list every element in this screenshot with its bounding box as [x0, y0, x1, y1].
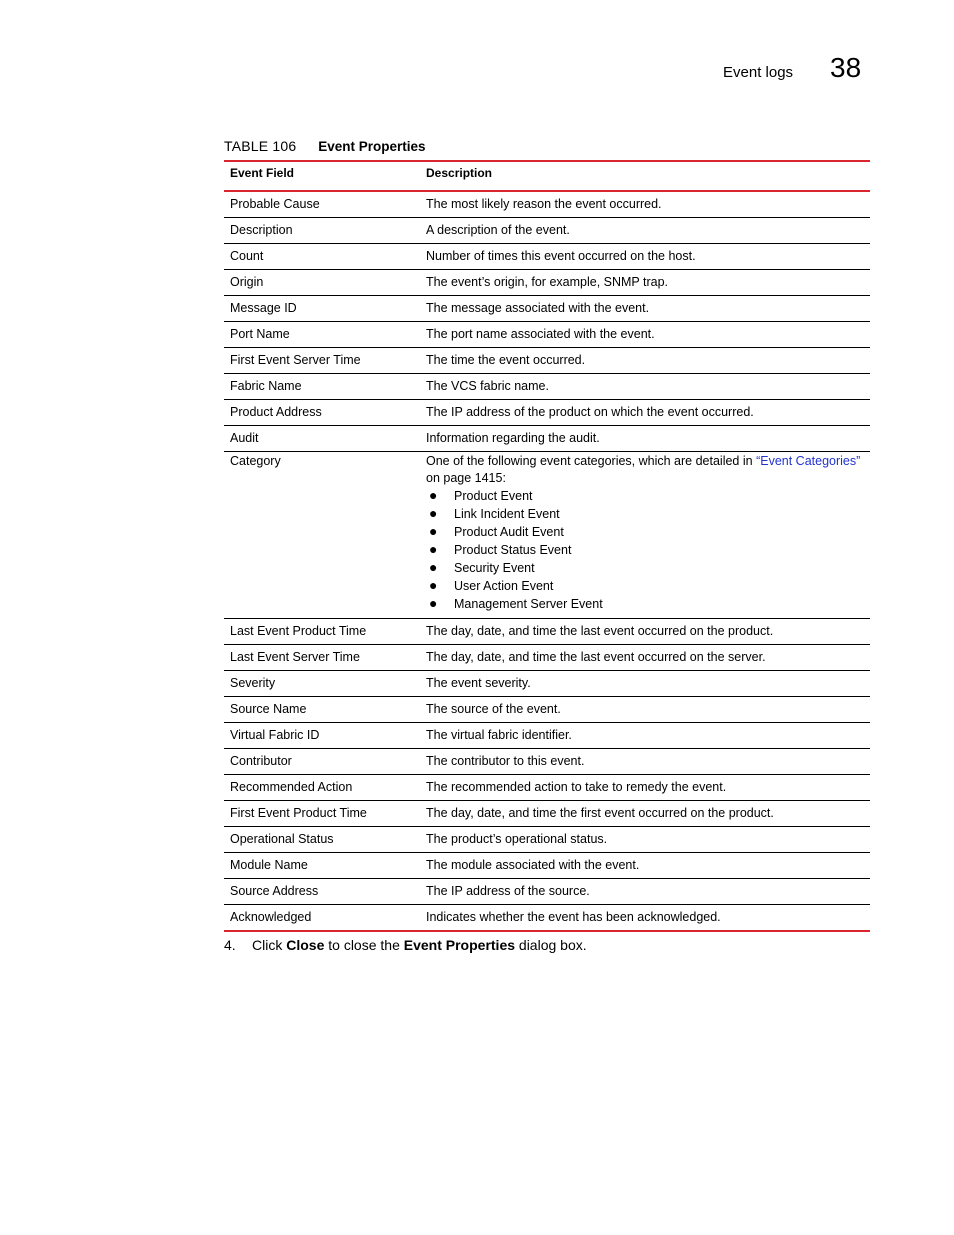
table-row	[224, 853, 870, 879]
description-cell: The event’s origin, for example, SNMP trap.	[420, 270, 870, 296]
event-field-cell: Last Event Product Time	[224, 619, 420, 645]
description-cell: Indicates whether the event has been acknowledged.	[420, 905, 870, 932]
table-row	[224, 270, 870, 296]
description-cell: The product’s operational status.	[420, 827, 870, 853]
event-field-cell: Product Address	[224, 400, 420, 426]
list-item	[426, 505, 864, 523]
event-field-cell: Module Name	[224, 853, 420, 879]
list-item	[426, 541, 864, 559]
table-row	[224, 619, 870, 645]
description-cell: The virtual fabric identifier.	[420, 723, 870, 749]
table-row	[224, 426, 870, 452]
bullet-icon: ●	[429, 559, 438, 575]
bullet-icon: ●	[429, 577, 438, 593]
event-field-cell: Description	[224, 218, 420, 244]
table-row	[224, 905, 870, 932]
list-item	[426, 487, 864, 505]
table-title: Event Properties	[318, 139, 426, 154]
description-cell: The event severity.	[420, 671, 870, 697]
description-cell: The IP address of the source.	[420, 879, 870, 905]
list-item	[426, 577, 864, 595]
list-item	[426, 595, 864, 613]
table-row	[224, 322, 870, 348]
list-item-label: Product Status Event	[454, 543, 572, 557]
event-field-cell: Port Name	[224, 322, 420, 348]
column-header-description: Description	[420, 161, 870, 191]
event-field-cell: Contributor	[224, 749, 420, 775]
step-text: to close the	[324, 937, 404, 953]
step-text: dialog box.	[515, 937, 587, 953]
description-cell: The source of the event.	[420, 697, 870, 723]
bullet-icon: ●	[429, 487, 438, 503]
list-item-label: Security Event	[454, 561, 535, 575]
event-field-cell: Probable Cause	[224, 191, 420, 218]
bullet-icon: ●	[429, 595, 438, 611]
description-cell: The module associated with the event.	[420, 853, 870, 879]
step-number: 4.	[224, 937, 236, 953]
chapter-number: 38	[830, 52, 862, 83]
table-row-category	[224, 452, 870, 619]
table-row	[224, 775, 870, 801]
description-cell: The day, date, and time the last event occurred on the product.	[420, 619, 870, 645]
instruction-step	[224, 937, 587, 953]
event-field-cell: Category	[224, 452, 420, 619]
description-cell: The day, date, and time the first event occurred on the product.	[420, 801, 870, 827]
event-field-cell: Last Event Server Time	[224, 645, 420, 671]
table-row	[224, 400, 870, 426]
description-cell: The day, date, and time the last event occurred on the server.	[420, 645, 870, 671]
event-field-cell: Count	[224, 244, 420, 270]
description-cell: The contributor to this event.	[420, 749, 870, 775]
table-row	[224, 296, 870, 322]
event-properties-table	[224, 160, 870, 932]
event-field-cell: First Event Product Time	[224, 801, 420, 827]
table-row	[224, 697, 870, 723]
list-item-label: Product Event	[454, 489, 533, 503]
event-field-cell: Operational Status	[224, 827, 420, 853]
dialog-name-reference: Event Properties	[403, 937, 516, 953]
bullet-icon: ●	[429, 523, 438, 539]
table-row	[224, 218, 870, 244]
event-field-cell: Source Address	[224, 879, 420, 905]
description-cell: Information regarding the audit.	[420, 426, 870, 452]
description-cell	[420, 452, 870, 619]
table-row	[224, 645, 870, 671]
table-row	[224, 827, 870, 853]
description-cell: The recommended action to take to remedy the event.	[420, 775, 870, 801]
description-cell: Number of times this event occurred on the host.	[420, 244, 870, 270]
table-row	[224, 348, 870, 374]
table-row	[224, 671, 870, 697]
close-button-reference: Close	[286, 937, 325, 953]
bullet-icon: ●	[429, 541, 438, 557]
description-cell: The port name associated with the event.	[420, 322, 870, 348]
category-intro-text: One of the following event categories, which are detailed in	[426, 454, 757, 468]
event-field-cell: Source Name	[224, 697, 420, 723]
category-list	[426, 487, 864, 613]
description-cell: The VCS fabric name.	[420, 374, 870, 400]
list-item	[426, 559, 864, 577]
event-field-cell: Acknowledged	[224, 905, 420, 932]
description-cell: The IP address of the product on which the event occurred.	[420, 400, 870, 426]
event-field-cell: First Event Server Time	[224, 348, 420, 374]
bullet-icon: ●	[429, 505, 438, 521]
event-field-cell: Message ID	[224, 296, 420, 322]
description-cell: The message associated with the event.	[420, 296, 870, 322]
event-field-cell: Virtual Fabric ID	[224, 723, 420, 749]
event-field-cell: Recommended Action	[224, 775, 420, 801]
table-row	[224, 723, 870, 749]
table-row	[224, 374, 870, 400]
list-item	[426, 523, 864, 541]
table-row	[224, 879, 870, 905]
event-field-cell: Audit	[224, 426, 420, 452]
list-item-label: Product Audit Event	[454, 525, 564, 539]
table-row	[224, 244, 870, 270]
event-field-cell: Fabric Name	[224, 374, 420, 400]
event-field-cell: Severity	[224, 671, 420, 697]
description-cell: A description of the event.	[420, 218, 870, 244]
table-header-row	[224, 161, 870, 191]
list-item-label: User Action Event	[454, 579, 554, 593]
description-cell: The time the event occurred.	[420, 348, 870, 374]
running-header-section: Event logs	[723, 64, 794, 81]
event-categories-link[interactable]: “Event Categories”	[756, 454, 861, 468]
list-item-label: Management Server Event	[454, 597, 603, 611]
list-item-label: Link Incident Event	[454, 507, 560, 521]
table-row	[224, 191, 870, 218]
page-reference-text: on page 1415:	[426, 471, 506, 485]
step-text: Click	[252, 937, 287, 953]
column-header-event-field: Event Field	[224, 161, 420, 191]
description-cell: The most likely reason the event occurred.	[420, 191, 870, 218]
table-row	[224, 749, 870, 775]
table-row	[224, 801, 870, 827]
table-number: TABLE 106	[224, 138, 297, 154]
event-field-cell: Origin	[224, 270, 420, 296]
table-caption	[224, 138, 426, 154]
